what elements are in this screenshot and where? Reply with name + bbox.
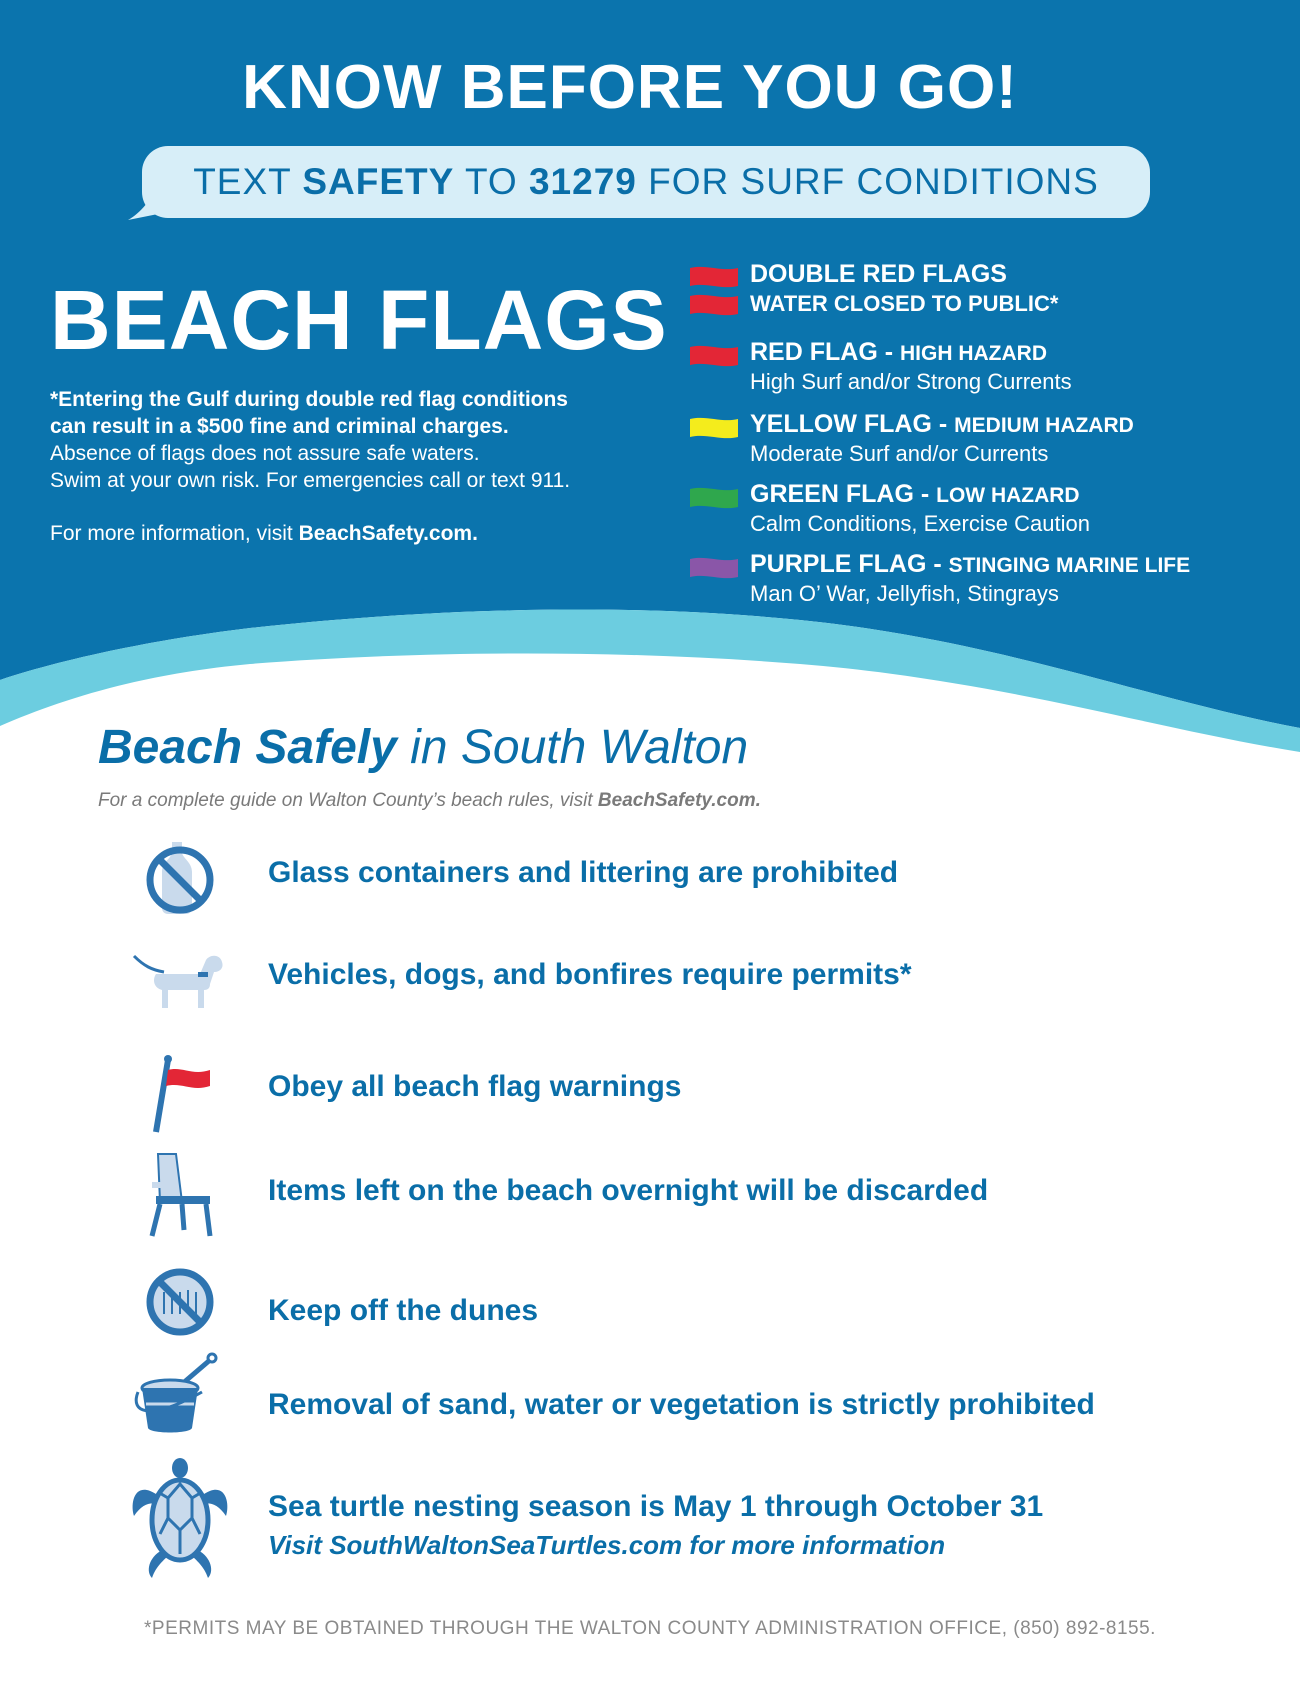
rule-text: Sea turtle nesting season is May 1 through October 31 — [268, 1490, 1044, 1523]
more-info-prefix: For more information, visit — [50, 522, 293, 545]
flag-description: Calm Conditions, Exercise Caution — [750, 511, 1090, 536]
notice-warning-line-2: can result in a $500 fine and criminal charges. — [50, 415, 509, 438]
beach-flags-title: BEACH FLAGS — [50, 273, 668, 367]
page-headline: KNOW BEFORE YOU GO! — [242, 53, 1018, 122]
no-dunes-icon — [130, 1258, 230, 1348]
sea-turtle-icon — [130, 1454, 230, 1584]
flag-title: GREEN FLAG - — [750, 480, 930, 508]
sms-number: 31279 — [528, 161, 637, 202]
beach-safely-subtitle — [98, 790, 761, 812]
flag-level: HIGH HAZARD — [900, 342, 1047, 365]
more-info-link[interactable]: BeachSafety.com. — [298, 522, 478, 545]
rule-item — [130, 1454, 1290, 1584]
flag-icon — [690, 416, 738, 440]
rule-text: Keep off the dunes — [268, 1294, 539, 1327]
notice-line-1: Absence of flags does not assure safe waters. — [50, 442, 480, 465]
dog-leash-icon — [130, 940, 230, 1030]
rule-item — [130, 1150, 1290, 1240]
flag-icon — [690, 344, 738, 368]
sms-suffix: FOR SURF CONDITIONS — [648, 161, 1099, 202]
rule-subtext — [268, 1530, 945, 1561]
sand-bucket-icon — [130, 1352, 230, 1442]
rule-text: Removal of sand, water or vegetation is strictly prohibited — [268, 1388, 1095, 1421]
double-flag-icon — [690, 266, 738, 318]
sms-keyword: SAFETY — [302, 161, 455, 202]
more-info — [50, 520, 690, 547]
flag-title: YELLOW FLAG - — [750, 410, 948, 438]
flag-title: RED FLAG - — [750, 338, 894, 366]
sea-turtles-link[interactable]: SouthWaltonSeaTurtles.com — [329, 1530, 683, 1560]
subtitle-prefix: For a complete guide on Walton County’s beach rules, visit — [98, 790, 593, 811]
flag-title: DOUBLE RED FLAGS — [750, 260, 1007, 288]
sms-instruction — [142, 146, 1150, 218]
flag-level: STINGING MARINE LIFE — [948, 554, 1191, 577]
beach-safely-title — [98, 720, 748, 775]
flag-level: MEDIUM HAZARD — [954, 414, 1134, 437]
subtitle-link[interactable]: BeachSafety.com. — [597, 790, 761, 811]
beach-flag-icon — [130, 1048, 230, 1138]
rule-text: Items left on the beach overnight will be discarded — [268, 1174, 989, 1207]
sms-bubble — [128, 146, 1152, 224]
header-section — [0, 0, 1300, 760]
title-rest: in South Walton — [410, 721, 749, 774]
rule-text: Obey all beach flag warnings — [268, 1070, 682, 1103]
notice-warning-line-1: *Entering the Gulf during double red flag conditions — [50, 388, 568, 411]
flag-description: WATER CLOSED TO PUBLIC* — [750, 291, 1059, 316]
flag-description: High Surf and/or Strong Currents — [750, 369, 1072, 394]
beach-chair-icon — [130, 1150, 230, 1240]
rule-text: Glass containers and littering are prohibited — [268, 856, 899, 889]
rule-item — [130, 1352, 1290, 1442]
sms-mid: TO — [464, 161, 518, 202]
rule-text: Vehicles, dogs, and bonfires require permits* — [268, 958, 912, 991]
flag-icon — [690, 556, 738, 580]
sub-prefix: Visit — [268, 1530, 322, 1560]
rule-item — [130, 1048, 1290, 1138]
flag-icon — [690, 486, 738, 510]
flag-level: LOW HAZARD — [936, 484, 1080, 507]
sms-prefix: TEXT — [193, 161, 292, 202]
flag-notice — [50, 386, 690, 547]
rule-item — [130, 1258, 1290, 1348]
title-bold: Beach Safely — [98, 721, 397, 774]
rule-item — [130, 828, 1290, 918]
sub-suffix: for more information — [689, 1530, 946, 1560]
notice-line-2: Swim at your own risk. For emergencies call or text 911. — [50, 469, 571, 492]
flag-title: PURPLE FLAG - — [750, 550, 942, 578]
flag-description: Man O’ War, Jellyfish, Stingrays — [750, 581, 1059, 606]
no-glass-icon — [130, 828, 230, 918]
footer-note: *PERMITS MAY BE OBTAINED THROUGH THE WALTON COUNTY ADMINISTRATION OFFICE, (850) 892-8155. — [144, 1618, 1156, 1639]
rule-item — [130, 940, 1290, 1030]
flag-description: Moderate Surf and/or Currents — [750, 441, 1049, 466]
